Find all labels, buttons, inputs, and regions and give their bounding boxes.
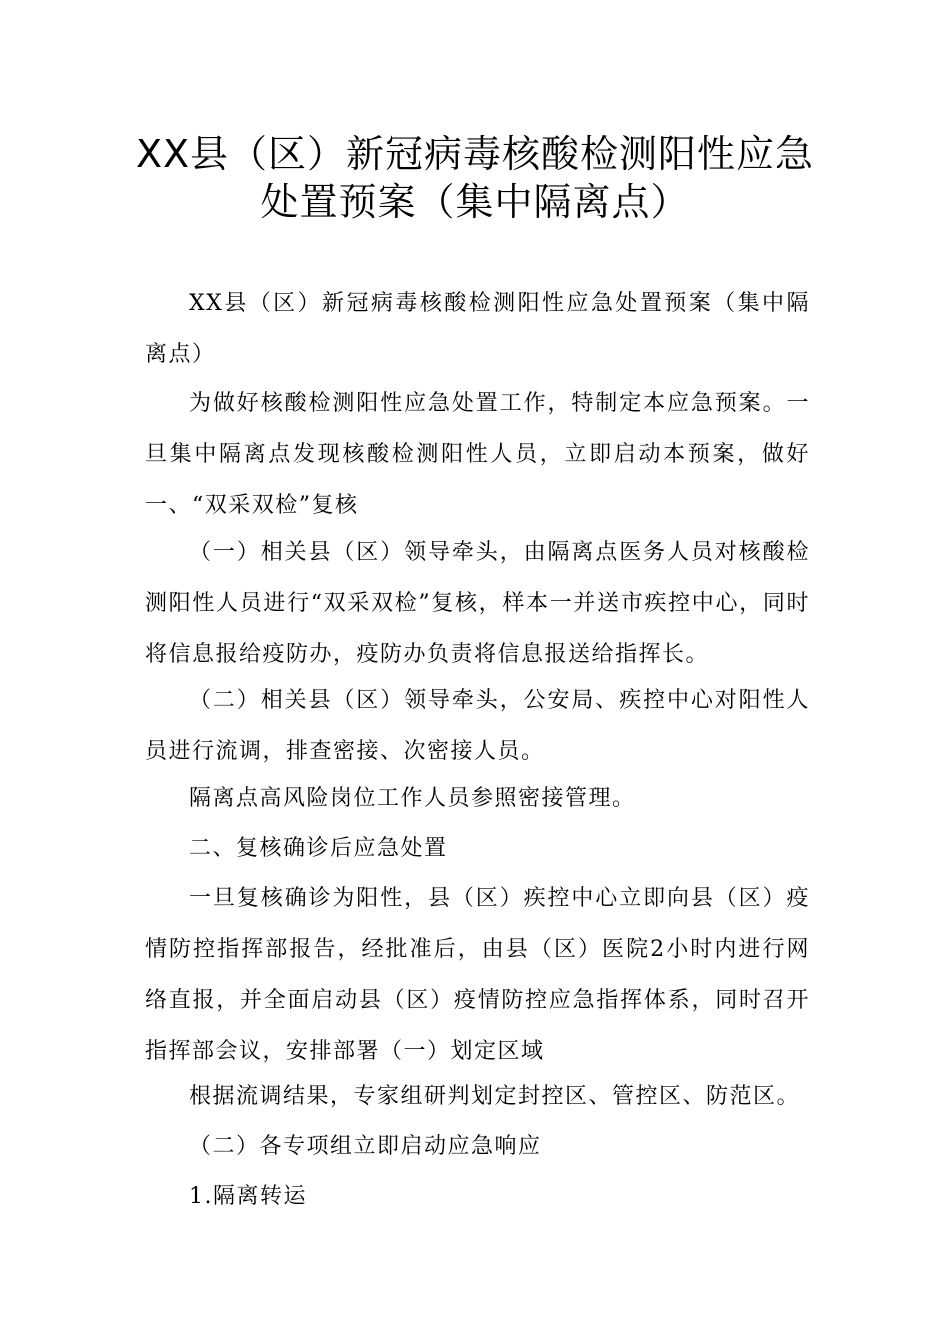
paragraph-1: XX县（区）新冠病毒核酸检测阳性应急处置预案（集中隔离点） bbox=[145, 291, 810, 367]
document-title-line-1: XX县（区）新冠病毒核酸检测阳性应急 bbox=[135, 132, 815, 176]
document-title-line-2: 处置预案（集中隔离点） bbox=[260, 180, 690, 224]
paragraph-4: （二）相关县（区）领导牵头，公安局、疾控中心对阳性人员进行流调，排查密接、次密接人员。 bbox=[145, 688, 810, 764]
list-item-heading: 1.隔离转运 bbox=[189, 1184, 307, 1209]
paragraph-8: 根据流调结果，专家组研判划定封控区、管控区、防范区。 bbox=[189, 1084, 801, 1109]
paragraph-5: 隔离点高风险岗位工作人员参照密接管理。 bbox=[189, 786, 636, 811]
paragraph-3: （一）相关县（区）领导牵头，由隔离点医务人员对核酸检测阳性人员进行“双采双检”复核，样本一并送市疾控中心，同时将信息报给疫防办，疫防办负责将信息报送给指挥长。 bbox=[145, 540, 810, 667]
section-heading-2: 二、复核确诊后应急处置 bbox=[189, 836, 448, 861]
subsection-heading: （二）各专项组立即启动应急响应 bbox=[189, 1134, 542, 1159]
paragraph-2: 为做好核酸检测阳性应急处置工作，特制定本应急预案。一旦集中隔离点发现核酸检测阳性人员，立即启动本预案，做好一、“双采双检”复核 bbox=[145, 391, 810, 518]
paragraph-7: 一旦复核确诊为阳性，县（区）疾控中心立即向县（区）疫情防控指挥部报告，经批准后，由县（区）医院2小时内进行网络直报，并全面启动县（区）疫情防控应急指挥体系，同时召开指挥部会议，安排部署（一）划定区域 bbox=[145, 886, 810, 1064]
